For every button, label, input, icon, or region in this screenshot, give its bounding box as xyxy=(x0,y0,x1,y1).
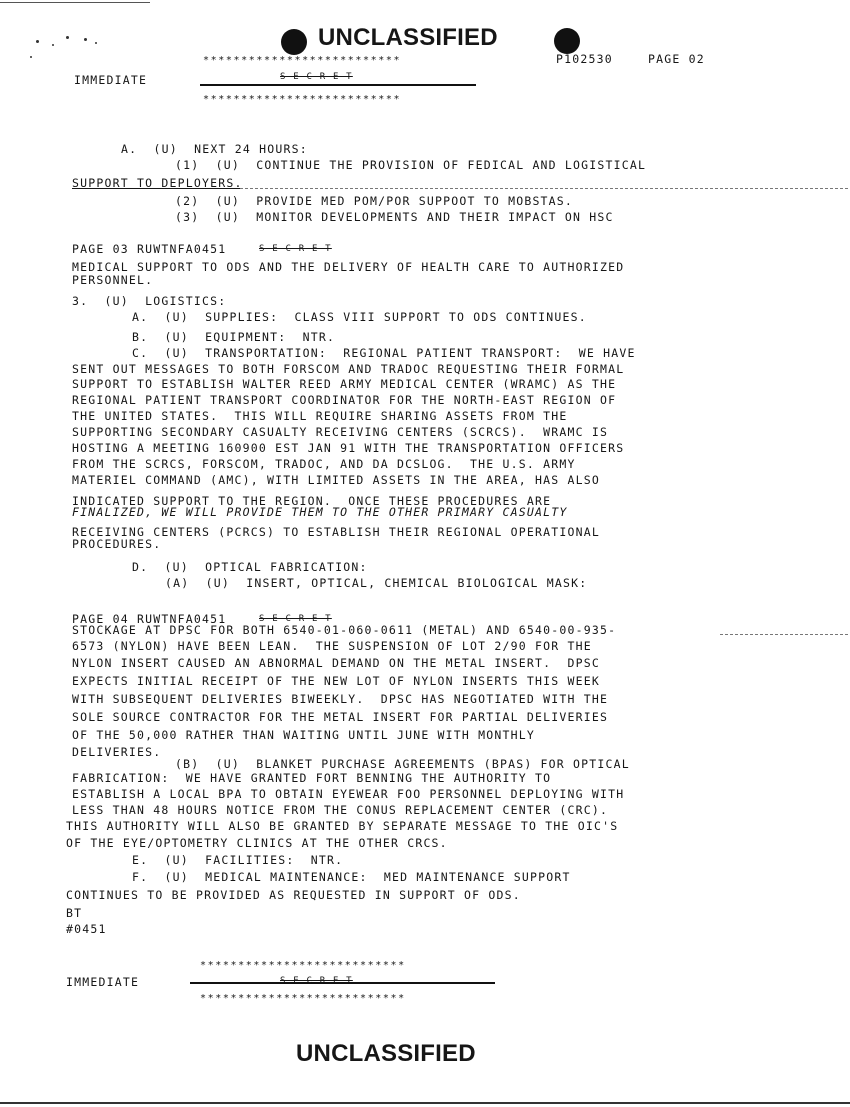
transport-line: THE UNITED STATES. THIS WILL REQUIRE SHARING ASSETS FROM THE xyxy=(72,409,568,423)
message-id: P102530 xyxy=(556,52,613,66)
header-marking: S E C R E T xyxy=(280,72,353,82)
maintenance-second-line: CONTINUES TO BE PROVIDED AS REQUESTED IN SUPPORT OF ODS. xyxy=(66,888,521,902)
page3-header: PAGE 03 RUWTNFA0451 xyxy=(72,242,227,256)
page4-line: NYLON INSERT CAUSED AN ABNORMAL DEMAND ON THE METAL INSERT. DPSC xyxy=(72,656,601,670)
scan-speck xyxy=(95,42,97,44)
page4-line: STOCKAGE AT DPSC FOR BOTH 6540-01-060-0611 (METAL) AND 6540-00-935- xyxy=(72,623,617,637)
transport-line: RECEIVING CENTERS (PCRCS) TO ESTABLISH THEIR REGIONAL OPERATIONAL xyxy=(72,525,601,539)
scan-bottom-line xyxy=(0,1102,850,1104)
page3-marking: S E C R E T xyxy=(259,244,332,254)
dashed-artifact-line xyxy=(240,188,848,189)
scan-speck xyxy=(84,38,87,41)
page-number: PAGE 02 xyxy=(648,52,705,66)
transport-first-line: C. (U) TRANSPORTATION: REGIONAL PATIENT TRANSPORT: WE HAVE xyxy=(132,346,636,360)
header-marking-rule xyxy=(200,84,476,86)
bpa-line: FABRICATION: WE HAVE GRANTED FORT BENNING THE AUTHORITY TO xyxy=(72,771,552,785)
transport-line: INDICATED SUPPORT TO THE REGION. ONCE THESE PROCEDURES ARE xyxy=(72,494,552,508)
header-stars-top: ************************** xyxy=(203,55,402,66)
classification-dot-right xyxy=(554,28,580,54)
section-a-item3: (3) (U) MONITOR DEVELOPMENTS AND THEIR IMPACT ON HSC xyxy=(175,210,614,224)
transport-line: SUPPORT TO ESTABLISH WALTER REED ARMY MEDICAL CENTER (WRAMC) AS THE xyxy=(72,377,617,391)
page4-line: WITH SUBSEQUENT DELIVERIES BIWEEKLY. DPSC HAS NEGOTIATED WITH THE xyxy=(72,692,609,706)
bpa-first-line: (B) (U) BLANKET PURCHASE AGREEMENTS (BPAS) FOR OPTICAL xyxy=(175,757,630,771)
page4-line: 6573 (NYLON) HAVE BEEN LEAN. THE SUSPENSION OF LOT 2/90 FOR THE xyxy=(72,639,592,653)
section-a-item1: (1) (U) CONTINUE THE PROVISION OF FEDICAL AND LOGISTICAL xyxy=(175,158,647,172)
page4-marking: S E C R E T xyxy=(259,614,332,624)
transport-line: HOSTING A MEETING 160900 EST JAN 91 WITH THE TRANSPORTATION OFFICERS xyxy=(72,441,625,455)
logistics-heading: 3. (U) LOGISTICS: xyxy=(72,294,227,308)
page4-line: SOLE SOURCE CONTRACTOR FOR THE METAL INSERT FOR PARTIAL DELIVERIES xyxy=(72,710,609,724)
page3-line1: MEDICAL SUPPORT TO ODS AND THE DELIVERY OF HEALTH CARE TO AUTHORIZED xyxy=(72,260,625,274)
classification-dot-left xyxy=(281,29,307,55)
footer-precedence: IMMEDIATE xyxy=(66,975,140,989)
bpa-line: LESS THAN 48 HOURS NOTICE FROM THE CONUS REPLACEMENT CENTER (CRC). xyxy=(72,803,609,817)
scan-speck xyxy=(66,36,69,39)
page4-header: PAGE 04 RUWTNFA0451 xyxy=(72,612,227,626)
transport-line: SENT OUT MESSAGES TO BOTH FORSCOM AND TRADOC REQUESTING THEIR FORMAL xyxy=(72,362,625,376)
page4-line: EXPECTS INITIAL RECEIPT OF THE NEW LOT OF NYLON INSERTS THIS WEEK xyxy=(72,674,601,688)
header-stars-bottom: ************************** xyxy=(203,94,402,105)
transport-line: REGIONAL PATIENT TRANSPORT COORDINATOR FOR THE NORTH-EAST REGION OF xyxy=(72,393,617,407)
precedence-label: IMMEDIATE xyxy=(74,73,148,87)
transport-line: FINALIZED, WE WILL PROVIDE THEM TO THE OTHER PRIMARY CASUALTY xyxy=(72,505,568,519)
transport-line: FROM THE SCRCS, FORSCOM, TRADOC, AND DA DCSLOG. THE U.S. ARMY xyxy=(72,457,576,471)
transport-line: SUPPORTING SECONDARY CASUALTY RECEIVING CENTERS (SCRCS). WRAMC IS xyxy=(72,425,609,439)
footer-stars-bottom: *************************** xyxy=(200,993,406,1004)
section-a-heading: A. (U) NEXT 24 HOURS: xyxy=(121,142,308,156)
message-number: #0451 xyxy=(66,922,107,936)
footer-stars-top: *************************** xyxy=(200,960,406,971)
page4-line: OF THE 50,000 RATHER THAN WAITING UNTIL JUNE WITH MONTHLY xyxy=(72,728,536,742)
scan-speck xyxy=(52,44,54,46)
bpa-line: THIS AUTHORITY WILL ALSO BE GRANTED BY SEPARATE MESSAGE TO THE OIC'S xyxy=(66,819,619,833)
scan-speck xyxy=(36,40,39,43)
page3-line2: PERSONNEL. xyxy=(72,273,154,287)
facilities-line: E. (U) FACILITIES: NTR. xyxy=(132,853,344,867)
transport-line: PROCEDURES. xyxy=(72,537,162,551)
bpa-line: OF THE EYE/OPTOMETRY CLINICS AT THE OTHER CRCS. xyxy=(66,836,448,850)
section-a-item2: (2) (U) PROVIDE MED POM/POR SUPPOOT TO MOBSTAS. xyxy=(175,194,574,208)
classification-banner-bottom: UNCLASSIFIED xyxy=(296,1040,476,1067)
break-token: BT xyxy=(66,906,83,920)
section-a-item1-cont: SUPPORT TO DEPLOYERS. xyxy=(72,176,243,190)
scan-top-line xyxy=(0,2,150,3)
dashed-artifact-line xyxy=(720,634,848,635)
footer-marking: S E C R E T xyxy=(280,976,353,986)
bpa-line: ESTABLISH A LOCAL BPA TO OBTAIN EYEWEAR FOO PERSONNEL DEPLOYING WITH xyxy=(72,787,625,801)
maintenance-first-line: F. (U) MEDICAL MAINTENANCE: MED MAINTENANCE SUPPORT xyxy=(132,870,571,884)
optical-item-a: (A) (U) INSERT, OPTICAL, CHEMICAL BIOLOGICAL MASK: xyxy=(165,576,588,590)
page4-line: DELIVERIES. xyxy=(72,745,162,759)
classification-banner-top: UNCLASSIFIED xyxy=(318,24,498,51)
transport-line: MATERIEL COMMAND (AMC), WITH LIMITED ASSETS IN THE AREA, HAS ALSO xyxy=(72,473,601,487)
scan-speck xyxy=(30,56,32,58)
equipment-line: B. (U) EQUIPMENT: NTR. xyxy=(132,330,336,344)
optical-heading: D. (U) OPTICAL FABRICATION: xyxy=(132,560,368,574)
supplies-line: A. (U) SUPPLIES: CLASS VIII SUPPORT TO ODS CONTINUES. xyxy=(132,310,587,324)
